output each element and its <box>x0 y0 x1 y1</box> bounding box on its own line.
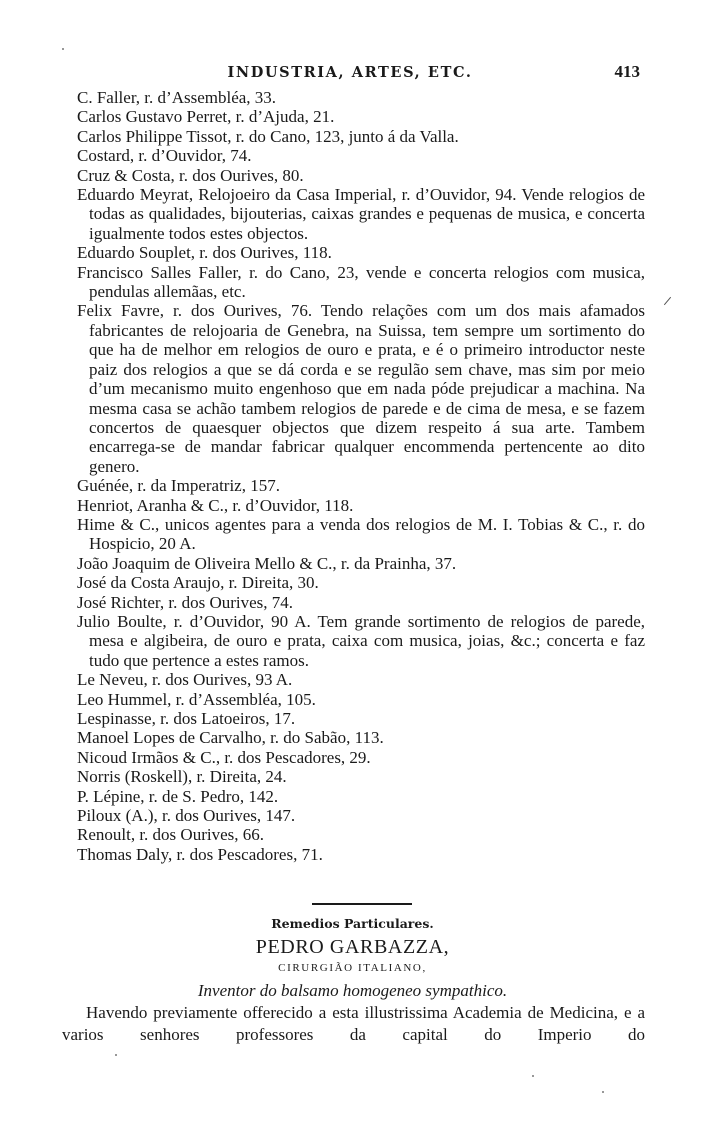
directory-entry: Leo Hummel, r. d’Assembléa, 105. <box>77 689 316 709</box>
directory-entry: Costard, r. d’Ouvidor, 74. <box>77 146 252 166</box>
directory-entry: Carlos Philippe Tissot, r. do Cano, 123, junto á da Valla. <box>77 126 459 146</box>
directory-entry: Eduardo Souplet, r. dos Ourives, 118. <box>77 243 332 263</box>
stray-mark <box>62 48 64 50</box>
advertiser-role: CIRURGIÃO ITALIANO, <box>278 962 427 974</box>
advertisement-body <box>62 1002 645 1045</box>
section-title: Remedios Particulares. <box>271 916 434 931</box>
directory-entry: Guénée, r. da Imperatriz, 157. <box>77 476 280 496</box>
directory-entry: José da Costa Araujo, r. Direita, 30. <box>77 573 319 593</box>
directory-entry: Eduardo Meyrat, Relojoeiro da Casa Imperial, r. d’Ouvidor, 94. Vende relogios de todas as qualidades, bijouterias, caixas grandes e pequenas de musica, e concerta igualmente todos estes objectos. <box>77 185 645 243</box>
directory-entry: P. Lépine, r. de S. Pedro, 142. <box>77 786 279 806</box>
directory-entry: João Joaquim de Oliveira Mello & C., r. da Prainha, 37. <box>77 553 457 573</box>
directory-entries <box>77 88 645 864</box>
stray-mark <box>532 1075 534 1077</box>
advertiser-name: PEDRO GARBAZZA, <box>255 936 450 958</box>
directory-entry: Francisco Salles Faller, r. do Cano, 23, vende e concerta relogios com musica, pendulas allemãas, etc. <box>77 262 645 302</box>
directory-entry: Renoult, r. dos Ourives, 66. <box>77 825 264 845</box>
directory-entry: Felix Favre, r. dos Ourives, 76. Tendo relações com um dos mais afamados fabricantes de relojoaria de Genebra, na Suissa, tem sempre um sortimento do que ha de melhor em relogios de ouro e prata, e é o primeiro introductor neste paiz dos relogios a que se dá corda e se regulão sem chave, mas sim por meio d’um mecanismo muito engenhoso que em nada póde prejudicar a machina. Na mesma casa se achão tambem relogios de parede e de cima de mesa, e se fazem concertos de quaesquer objectos que dizem respeito á sua arte. Tambem encarrega-se de mandar fabricar qualquer encommenda pertencente ao dito genero. <box>77 301 645 476</box>
directory-entry: Nicoud Irmãos & C., r. dos Pescadores, 29. <box>77 747 371 767</box>
directory-entry: Manoel Lopes de Carvalho, r. do Sabão, 113. <box>77 728 384 748</box>
directory-entry: Cruz & Costa, r. dos Ourives, 80. <box>77 165 304 185</box>
directory-entry: José Richter, r. dos Ourives, 74. <box>77 592 294 612</box>
advertiser-subtitle: Inventor do balsamo homogeneo sympathico. <box>197 981 508 1000</box>
stray-mark <box>664 297 671 305</box>
directory-entry: Carlos Gustavo Perret, r. d’Ajuda, 21. <box>77 107 335 127</box>
directory-entry: Norris (Roskell), r. Direita, 24. <box>77 767 287 787</box>
stray-mark <box>115 1054 117 1056</box>
directory-entry: Julio Boulte, r. d’Ouvidor, 90 A. Tem grande sortimento de relogios de parede, mesa e algibeira, de ouro e prata, caixa com musica, joias, &c.; concerta e faz tudo que pertence a estes ramos. <box>77 611 645 670</box>
body-paragraph: Havendo previamente offerecido a esta illustrissima Academia de Medicina, e a varios senhores professores da capital do Imperio do <box>62 1003 645 1044</box>
page-number: 413 <box>614 62 640 81</box>
stray-mark <box>602 1091 604 1093</box>
directory-entry: Lespinasse, r. dos Latoeiros, 17. <box>77 709 296 728</box>
directory-entry: Henriot, Aranha & C., r. d’Ouvidor, 118. <box>77 495 354 515</box>
section-divider <box>312 903 412 905</box>
directory-entry: Hime & C., unicos agentes para a venda dos relogios de M. I. Tobias & C., r. do Hospicio, 20 A. <box>77 514 645 554</box>
directory-entry: C. Faller, r. d’Assembléa, 33. <box>77 88 277 107</box>
running-title: INDUSTRIA, ARTES, ETC. <box>227 64 473 81</box>
directory-entry: Le Neveu, r. dos Ourives, 93 A. <box>77 670 293 690</box>
directory-entry: Piloux (A.), r. dos Ourives, 147. <box>77 806 296 826</box>
running-head <box>60 62 640 84</box>
directory-entry: Thomas Daly, r. dos Pescadores, 71. <box>77 844 323 864</box>
